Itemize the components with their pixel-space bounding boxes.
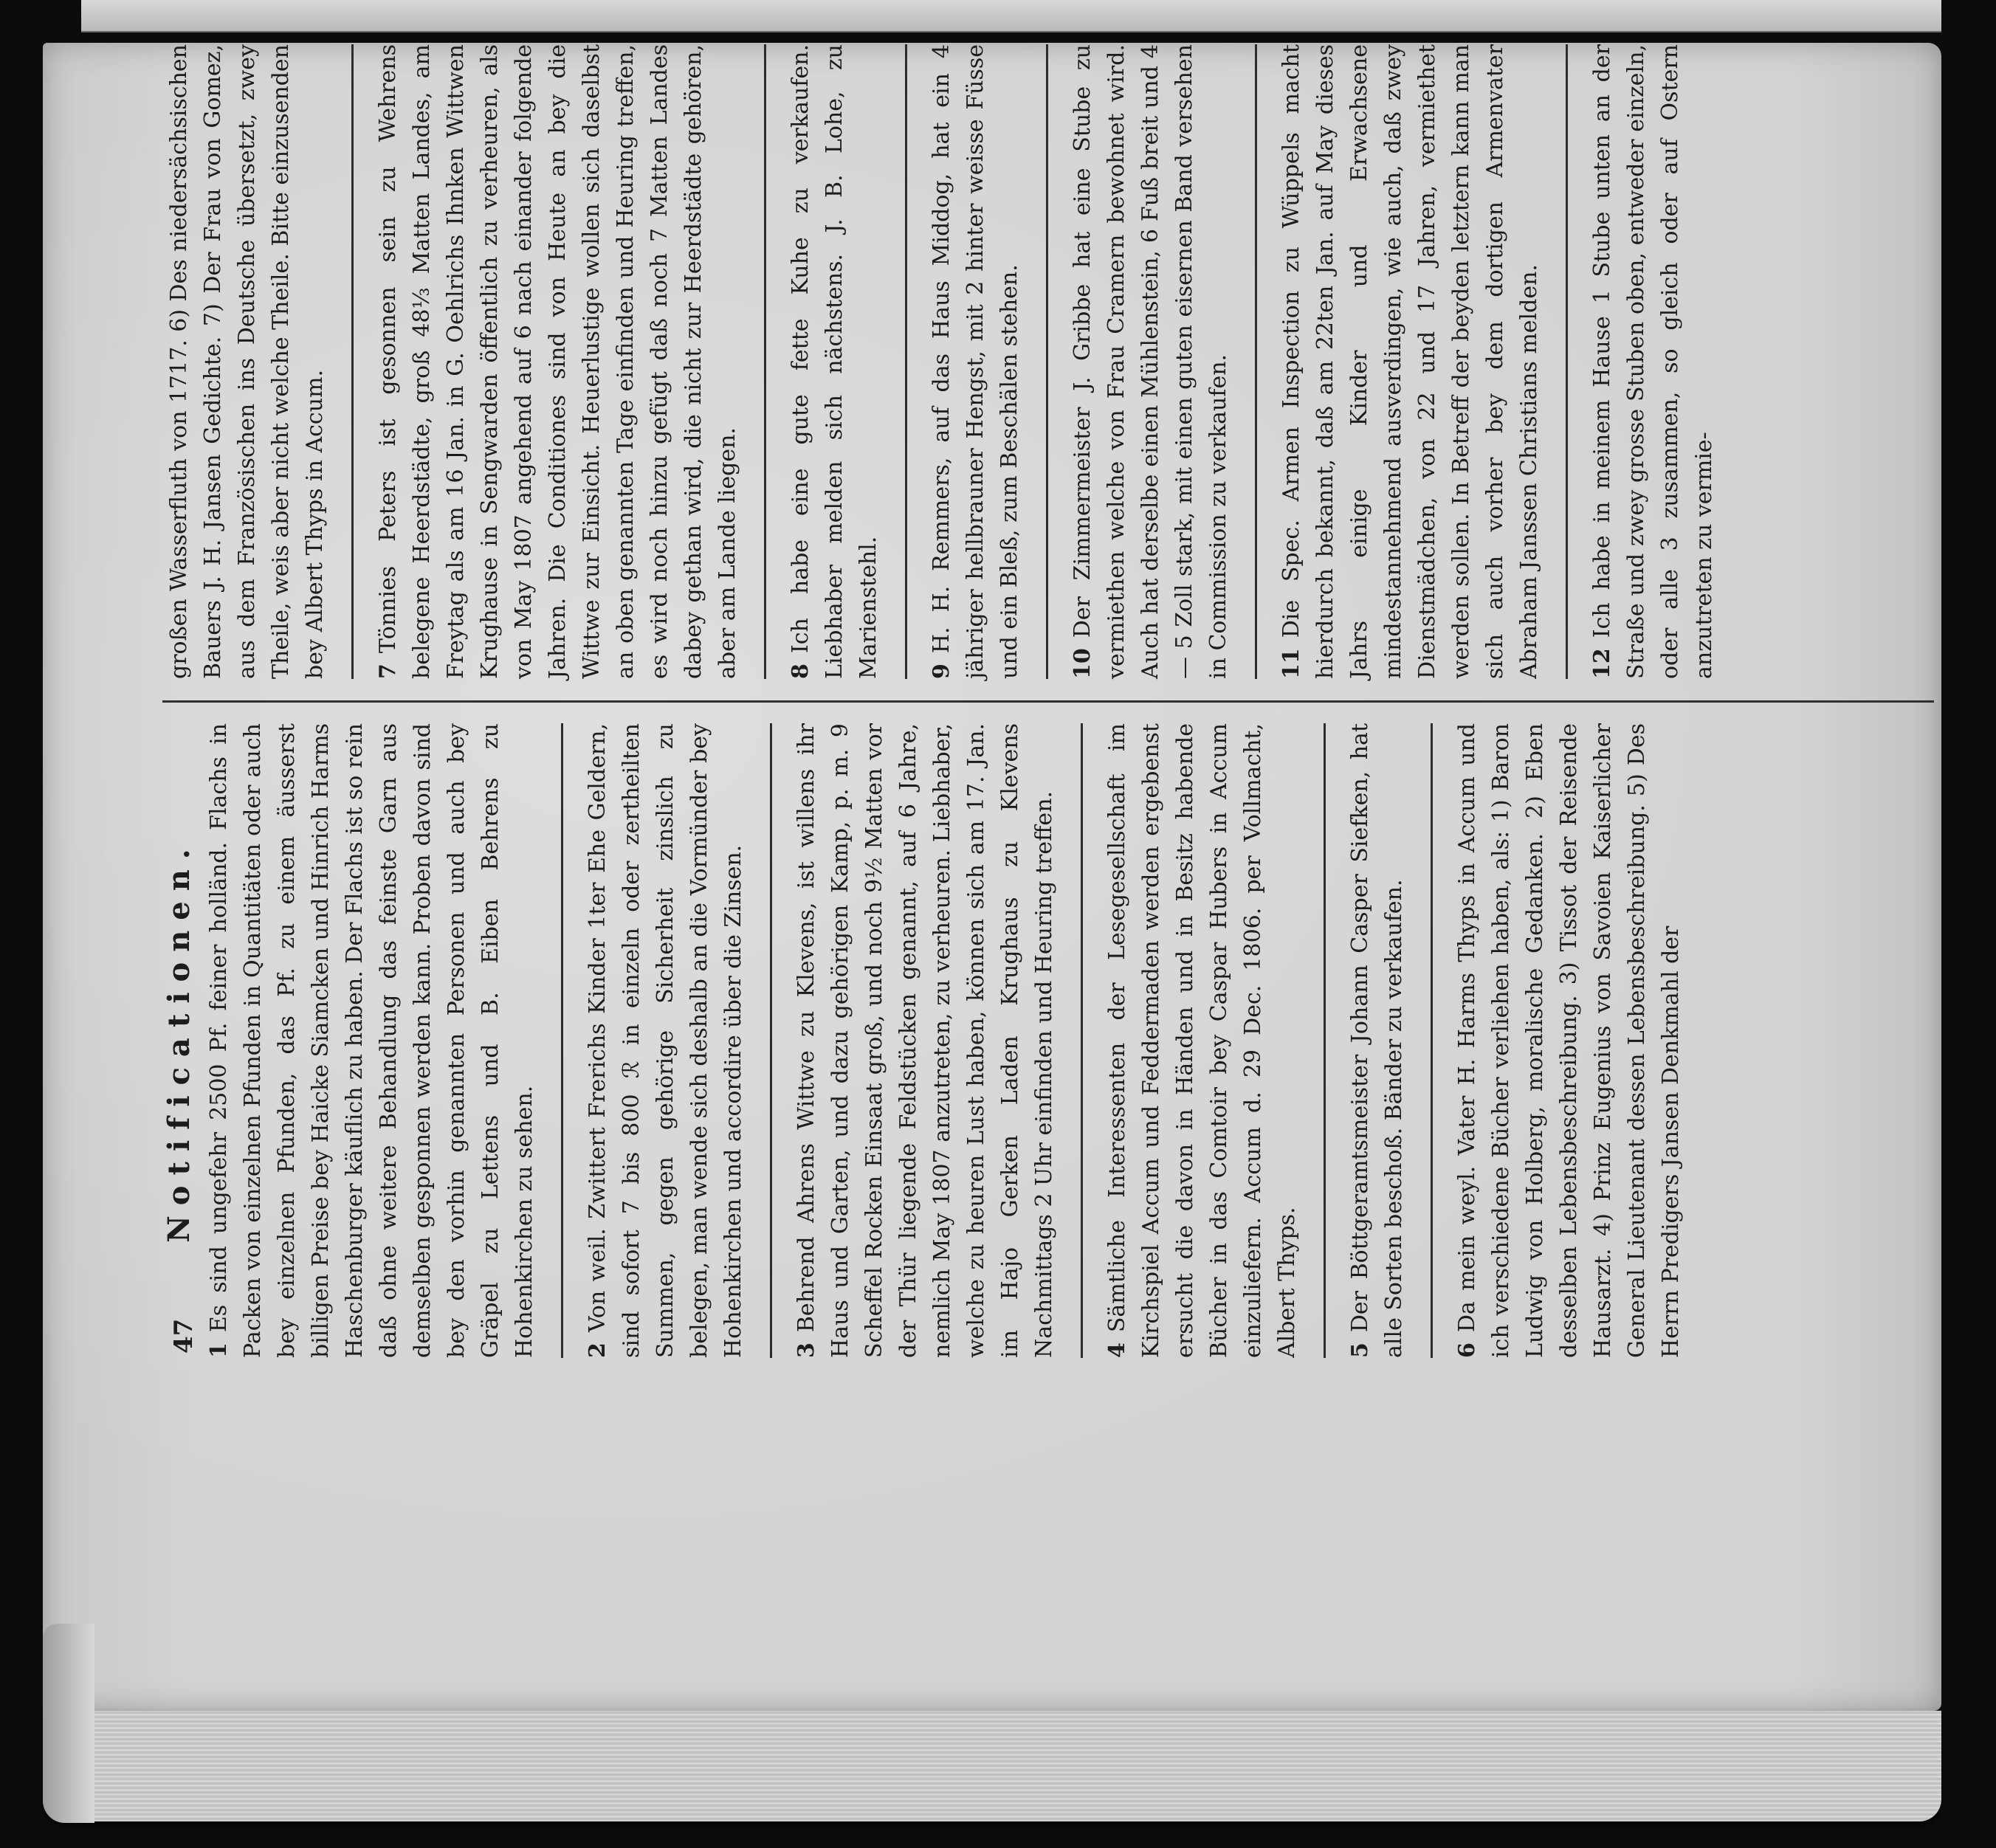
separator (351, 44, 354, 679)
separator (1431, 723, 1433, 1358)
rotated-text (162, 44, 1934, 1358)
separator (1566, 44, 1568, 679)
left-column (162, 723, 1934, 1358)
right-column (162, 44, 1934, 679)
notice-11: 11Die Spec. Armen Inspection zu Wüppels macht hierdurch bekannt, daß am 22ten Jan. auf May dieses Jahrs einige Kinder und Erwachsene mindestannehmend ausverdingen, wie auch, daß zwey Dienstmädchen, von 22 und 17 Jahren, vermiethet werden sollen. In Betreff der beyden letztern kann man sich auch vorher bey dem dortigen Armenvater Abraham Janssen Christians melden. (1279, 44, 1542, 679)
notice-7: 7Tönnies Peters ist gesonnen sein zu Wehrens belegene Heerdstädte, groß 48⅓ Matten Landes, am Freytag als am 16 Jan. in G. Oehlrichs Ihnken Wittwen Krughause in Sengwarden öffentlich zu verheuren, als von May 1807 angehend auf 6 nach einander folgende Jahren. Die Conditiones sind von Heute an bey die Wittwe zur Einsicht. Heuerlustige wollen sich daselbst an oben genannten Tage einfinden und Heuring treffen, es wird noch hinzu gefügt daß noch 7 Matten Landes dabey gethan wird, die nicht zur Heerdstädte gehören, aber am Lande liegen. (375, 44, 740, 679)
section-heading: Notificationen. (162, 838, 196, 1243)
text-frame (162, 44, 1934, 1358)
column-rule (162, 700, 1934, 703)
notice-5: 5Der Böttgeramtsmeister Johann Casper Siefken, hat alle Sorten beschoß. Bänder zu verkaufen. (1347, 723, 1407, 1358)
separator (905, 44, 907, 679)
separator (1324, 723, 1326, 1358)
separator (1255, 44, 1257, 679)
notice-10: 10Der Zimmermeister J. Gribbe hat eine Stube zu vermiethen welche von Frau Cramern bewohnet wird. Auch hat derselbe einen Mühlenstein, 6 Fuß breit und 4 — 5 Zoll stark, mit einen guten eisernen Band versehen in Commission zu verkaufen. (1070, 44, 1231, 679)
separator (561, 723, 563, 1358)
notice-4: 4Sämtliche Interessenten der Lesegesellschaft im Kirchspiel Accum und Feddermaden werden ergebenst ersucht die davon in Händen und in Besitz habende Bücher in das Comtoir bey Caspar Hubers in Accum einzuliefern. Accum d. 29 Dec. 1806. per Vollmacht, Albert Thyps. (1104, 723, 1300, 1358)
page-content (162, 44, 1934, 1358)
notice-12: 12Ich habe in meinem Hause 1 Stube unten an der Straße und zwey grosse Stuben oben, entweder einzeln, oder alle 3 zusammen, so gleich oder auf Ostern anzutreten zu vermie- (1589, 44, 1717, 679)
page-number: 47 (169, 1318, 199, 1354)
page-stack (43, 1711, 1941, 1821)
notice-9: 9H. H. Remmers, auf das Haus Middog, hat ein 4 jähriger hellbrauner Hengst, mit 2 hinter weisse Füsse und ein Bleß, zum Beschälen stehen. (929, 44, 1022, 679)
notice-1: 1Es sind ungefehr 2500 Pf. feiner holländ. Flachs in Packen von einzelnen Pfunden in Quantitäten oder auch bey einzelnen Pfunden, das Pf. zu einem äusserst billigen Preise bey Haicke Siamcken und Hinrich Harms Haschenburger käuflich zu haben. Der Flachs ist so rein daß ohne weitere Behandlung das feinste Garn aus demselben gesponnen werden kann. Proben davon sind bey den vorhin genannten Personen und auch bey Gräpel zu Lettens und B. Eiben Behrens zu Hohenkirchen zu sehen. (206, 723, 537, 1358)
page-stack-corner (43, 1624, 94, 1823)
separator (1046, 44, 1048, 679)
notice-6: 6Da mein weyl. Vater H. Harms Thyps in Accum und ich verschiedene Bücher verliehen haben, als: 1) Baron Ludwig von Holberg, moralische Gedanken. 2) Eben desselben Lebensbeschreibung. 3) Tissot der Reisende Hausarzt. 4) Prinz Eugenius von Savoien Kaiserlicher General Lieutenant dessen Lebensbeschreibung. 5) Des Herrn Predigers Jansen Denkmahl der (1454, 723, 1684, 1358)
separator (764, 44, 766, 679)
separator (1081, 723, 1083, 1358)
notice-2: 2Von weil. Zwittert Frerichs Kinder 1ter Ehe Geldern, sind sofort 7 bis 800 ℛ in einzeln oder zertheilten Summen, gegen gehörige Sicherheit zinslich zu belegen, man wende sich deshalb an die Vormünder bey Hohenkirchen und accordire über die Zinsen. (585, 723, 746, 1358)
previous-page-edge (81, 0, 1941, 32)
notice-6-continued: großen Wasserfluth von 1717. 6) Des niedersächsischen Bauers J. H. Jansen Gedichte. 7) Der Frau von Gomez, aus dem Französischen ins Deutsche übersetzt, zwey Theile, weis aber nicht welche Theile. Bitte einzusenden bey Albert Thyps in Accum. (166, 44, 328, 679)
notice-3: 3Behrend Ahrens Wittwe zu Klevens, ist willens ihr Haus und Garten, und dazu gehörigen Kamp, p. m. 9 Scheffel Rocken Einsaat groß, und noch 9½ Matten vor der Thür liegende Feldstücken genannt, auf 6 Jahre, nemlich May 1807 anzutreten, zu verheuren. Liebhaber, welche zu heuren Lust haben, können sich am 17. Jan. im Hajo Gerken Laden Krughaus zu Klevens Nachmittags 2 Uhr einfinden und Heuring treffen. (794, 723, 1057, 1358)
notice-8: 8Ich habe eine gute fette Kuhe zu verkaufen. Liebhaber melden sich nächstens. J. B. Lohe, zu Marienstehl. (788, 44, 881, 679)
separator (770, 723, 772, 1358)
